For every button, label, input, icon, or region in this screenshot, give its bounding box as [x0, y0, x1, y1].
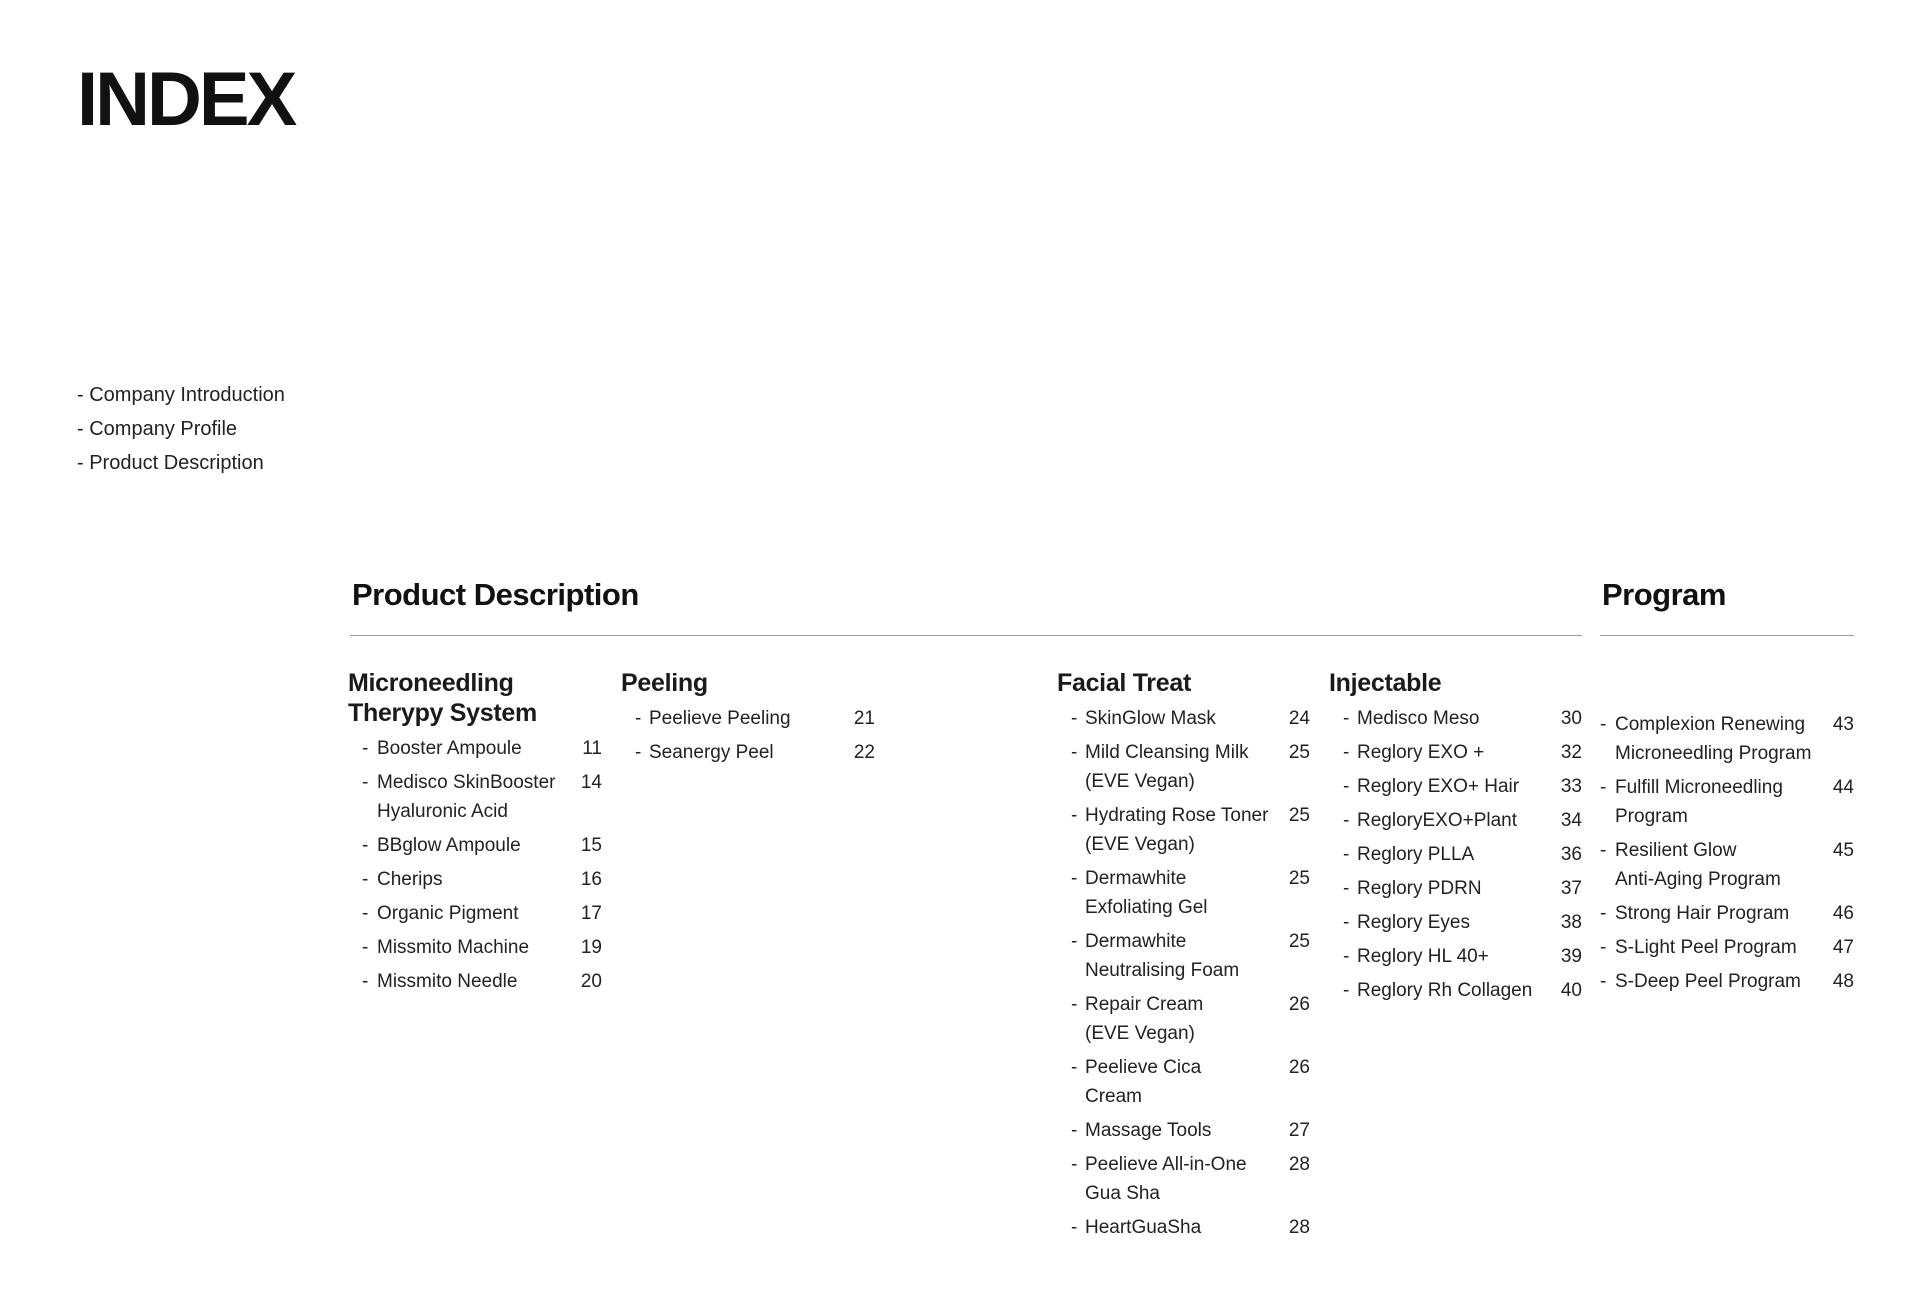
category-peeling	[621, 668, 875, 772]
index-entry[interactable]: - Peelieve All-in-One Gua Sha 28	[1071, 1154, 1310, 1204]
index-entry[interactable]: - Peelieve Peeling 21	[635, 708, 875, 729]
category-microneedling	[348, 668, 602, 1001]
program-column	[1600, 710, 1854, 1001]
index-entry[interactable]: - Repair Cream (EVE Vegan) 26	[1071, 994, 1310, 1044]
index-entry[interactable]: - Reglory PDRN 37	[1343, 878, 1582, 899]
category-title: Microneedling Therypy System	[348, 669, 537, 727]
index-entry[interactable]: - Reglory Rh Collagen 40	[1343, 980, 1582, 1001]
index-entry[interactable]: - Resilient Glow Anti-Aging Program 45	[1600, 840, 1854, 890]
program-divider	[1600, 635, 1854, 636]
category-title: Facial Treat	[1057, 669, 1191, 697]
index-entry[interactable]: - Hydrating Rose Toner (EVE Vegan) 25	[1071, 805, 1310, 855]
category-item-list	[621, 704, 875, 767]
index-entry[interactable]: - Missmito Machine 19	[362, 937, 602, 958]
index-entry[interactable]: - S-Light Peel Program 47	[1600, 937, 1854, 958]
category-item-list	[1057, 704, 1310, 1242]
category-title: Peeling	[621, 669, 708, 697]
index-entry[interactable]: - Cherips 16	[362, 869, 602, 890]
index-entry[interactable]: - Organic Pigment 17	[362, 903, 602, 924]
index-entry[interactable]: - Missmito Needle 20	[362, 971, 602, 992]
index-entry[interactable]: - Reglory EXO + 32	[1343, 742, 1582, 763]
intro-item-company-profile[interactable]: - Company Profile	[77, 418, 238, 440]
category-item-list	[1329, 704, 1582, 1005]
index-entry[interactable]: - Complexion Renewing Microneedling Program 43	[1600, 714, 1854, 764]
index-entry[interactable]: - Booster Ampoule 11	[362, 738, 602, 759]
index-entry[interactable]: - SkinGlow Mask 24	[1071, 708, 1310, 729]
index-entry[interactable]: - Dermawhite Neutralising Foam 25	[1071, 931, 1310, 981]
category-facial-treat	[1057, 668, 1310, 1247]
intro-item-product-description[interactable]: - Product Description	[77, 452, 264, 474]
index-entry[interactable]: - Dermawhite Exfoliating Gel 25	[1071, 868, 1310, 918]
program-item-list	[1600, 710, 1854, 996]
index-entry[interactable]: - HeartGuaSha 28	[1071, 1217, 1310, 1238]
program-heading: Program	[1602, 577, 1726, 612]
category-title: Injectable	[1329, 669, 1442, 697]
index-entry[interactable]: - Massage Tools 27	[1071, 1120, 1310, 1141]
index-entry[interactable]: - RegloryEXO+Plant 34	[1343, 810, 1582, 831]
index-entry[interactable]: - S-Deep Peel Program 48	[1600, 971, 1854, 992]
index-entry[interactable]: - Medisco SkinBooster Hyaluronic Acid 14	[362, 772, 602, 822]
index-entry[interactable]: - Mild Cleansing Milk (EVE Vegan) 25	[1071, 742, 1310, 792]
index-entry[interactable]: - Reglory HL 40+ 39	[1343, 946, 1582, 967]
product-description-divider	[350, 635, 1582, 636]
index-entry[interactable]: - Strong Hair Program 46	[1600, 903, 1854, 924]
category-injectable	[1329, 668, 1582, 1010]
index-entry[interactable]: - Medisco Meso 30	[1343, 708, 1582, 729]
intro-item-company-introduction[interactable]: - Company Introduction	[77, 384, 285, 406]
index-entry[interactable]: - BBglow Ampoule 15	[362, 835, 602, 856]
index-entry[interactable]: - Reglory EXO+ Hair 33	[1343, 776, 1582, 797]
product-description-heading: Product Description	[352, 577, 639, 612]
index-entry[interactable]: - Seanergy Peel 22	[635, 742, 875, 763]
index-entry[interactable]: - Reglory PLLA 36	[1343, 844, 1582, 865]
category-item-list	[348, 734, 602, 996]
index-entry[interactable]: - Fulfill Microneedling Program 44	[1600, 777, 1854, 827]
index-entry[interactable]: - Reglory Eyes 38	[1343, 912, 1582, 933]
intro-list	[77, 378, 285, 480]
index-entry[interactable]: - Peelieve Cica Cream 26	[1071, 1057, 1310, 1107]
page-title: INDEX	[77, 57, 295, 142]
